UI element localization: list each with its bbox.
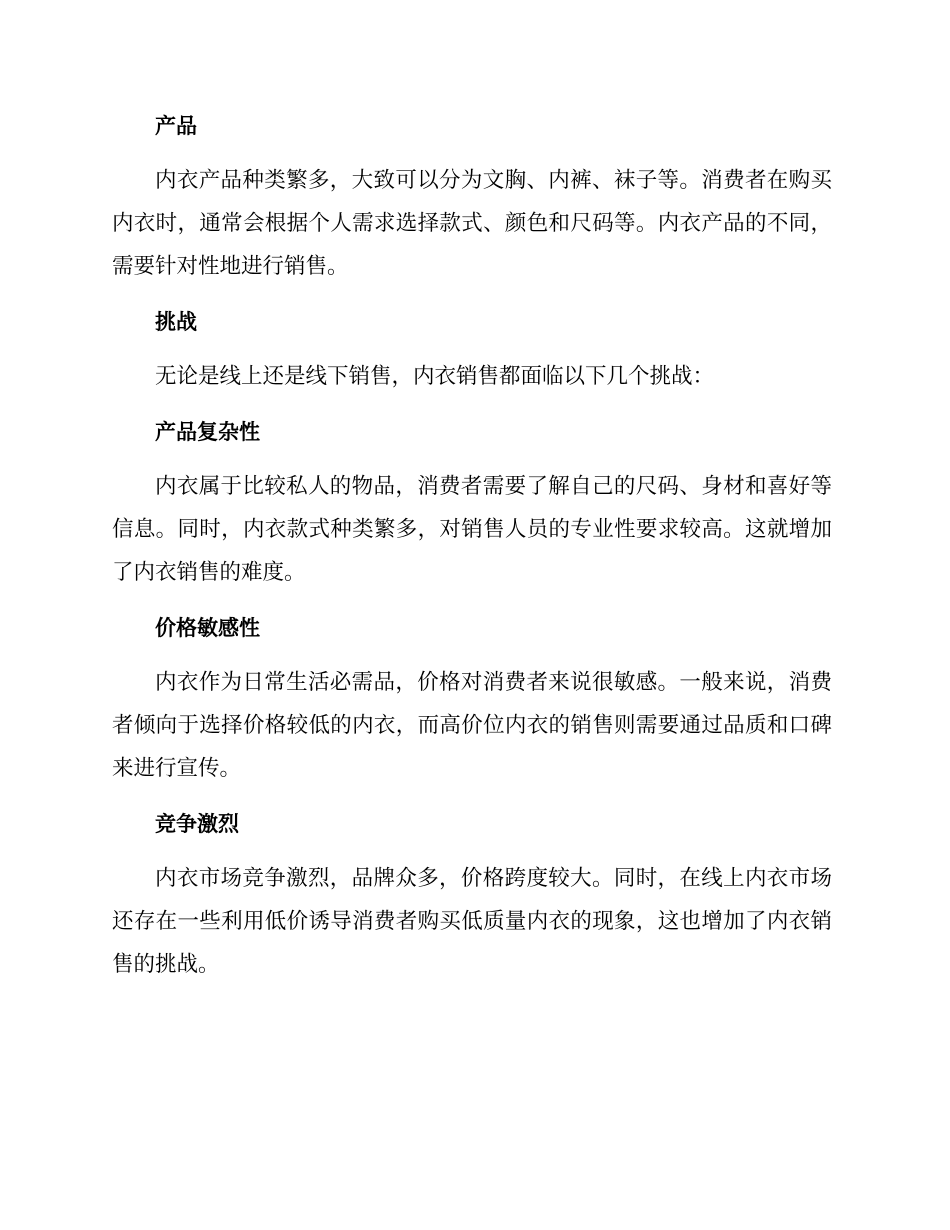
section-paragraph-fierce-competition: 内衣市场竞争激烈，品牌众多，价格跨度较大。同时，在线上内衣市场还存在一些利用低价诱导消费者购买低质量内衣的现象，这也增加了内衣销售的挑战。 [112, 866, 832, 977]
document-body [112, 106, 832, 1000]
section-paragraph-price-sensitivity: 内衣作为日常生活必需品，价格对消费者来说很敏感。一般来说，消费者倾向于选择价格较低的内衣，而高价位内衣的销售则需要通过品质和口碑来进行宣传。 [112, 670, 832, 781]
section-heading-product-complexity: 产品复杂性 [155, 420, 260, 444]
section-heading-challenges: 挑战 [155, 310, 197, 334]
section-heading-fierce-competition: 竞争激烈 [155, 812, 239, 836]
section-heading-price-sensitivity: 价格敏感性 [155, 616, 260, 640]
section-paragraph-challenges: 无论是线上还是线下销售，内衣销售都面临以下几个挑战： [155, 364, 715, 389]
section-paragraph-product-complexity: 内衣属于比较私人的物品，消费者需要了解自己的尺码、身材和喜好等信息。同时，内衣款式种类繁多，对销售人员的专业性要求较高。这就增加了内衣销售的难度。 [112, 474, 832, 585]
section-heading-product: 产品 [155, 114, 197, 138]
section-paragraph-product: 内衣产品种类繁多，大致可以分为文胸、内裤、袜子等。消费者在购买内衣时，通常会根据个人需求选择款式、颜色和尺码等。内衣产品的不同，需要针对性地进行销售。 [112, 168, 832, 279]
